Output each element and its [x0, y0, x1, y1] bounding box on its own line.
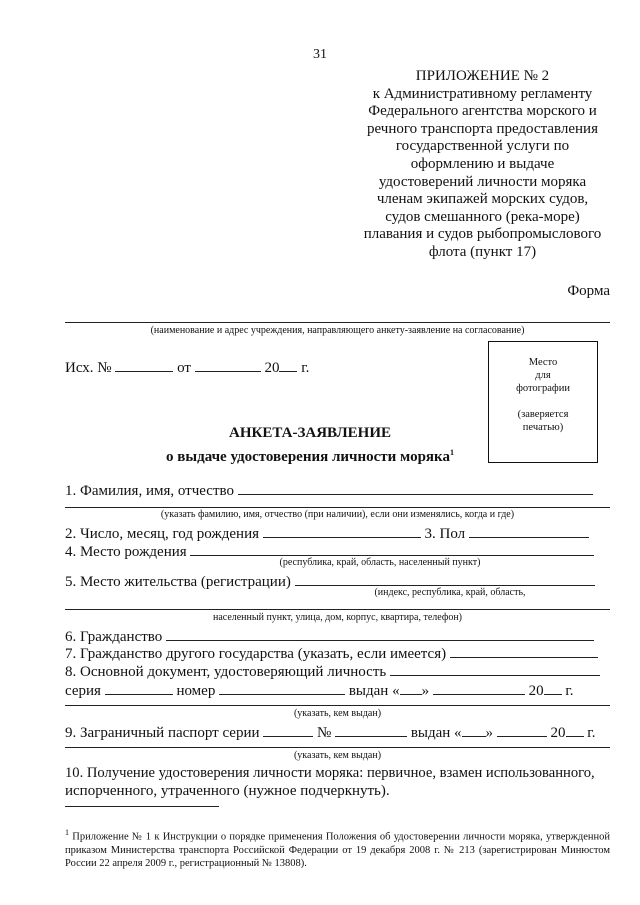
field-fio-line2[interactable] — [65, 507, 610, 508]
field-sex-label: 3. Пол — [424, 526, 466, 542]
institution-line[interactable] — [65, 322, 610, 323]
photo-text: для — [535, 370, 551, 381]
field-seria-label: серия — [65, 683, 101, 699]
field-main-doc-row — [65, 661, 600, 681]
field-passport-month-input[interactable] — [497, 722, 547, 737]
field-passport-label: 9. Заграничный паспорт серии — [65, 725, 260, 741]
form-label: Форма — [567, 283, 610, 299]
field-vydan-g: г. — [565, 683, 574, 699]
field-residence-line2[interactable] — [65, 609, 610, 610]
appendix-line: удостоверений личности моряка — [378, 173, 587, 190]
field-vydan-close: » — [421, 683, 430, 699]
appendix-line: плавания и судов рыбопромыслового — [363, 226, 602, 243]
footnote-text: Приложение № 1 к Инструкции о порядке применения Положения об удостоверении личности моряка, утвержденной приказом Министерства транспорта Российской Федерации от 19 декабря 2008 г. № 213 (зарегистрирован Минюстом России 22 апреля 2009 г., регистрационный № 13808). — [65, 831, 610, 869]
outgoing-year: 20 — [264, 360, 280, 376]
field-passport-issued-hint: (указать, кем выдан) — [293, 750, 382, 761]
form-title: АНКЕТА-ЗАЯВЛЕНИЕ — [228, 425, 391, 441]
field-reason-line2: испорченного, утраченного (нужное подчеркнуть). — [65, 783, 390, 799]
field-residence-input[interactable] — [295, 571, 595, 586]
field-nomer-input[interactable] — [219, 680, 345, 695]
field-vydan-year: 20 — [528, 683, 544, 699]
field-fio-row — [65, 480, 593, 500]
footnote — [65, 826, 610, 870]
field-passport-year: 20 — [550, 725, 566, 741]
outgoing-g: г. — [301, 360, 310, 376]
appendix-line: речного транспорта предоставления — [367, 120, 598, 137]
field-passport-issued-line[interactable] — [65, 747, 610, 748]
appendix-line: государственной услуги по — [395, 138, 570, 155]
field-other-citizenship-input[interactable] — [450, 643, 598, 658]
field-birthplace-hint: (республика, край, область, населенный пункт) — [279, 557, 481, 568]
photo-spacer — [489, 395, 597, 408]
field-other-citizenship-row — [65, 643, 598, 663]
field-nomer-label: номер — [176, 683, 216, 699]
appendix-line: оформлению и выдаче — [410, 155, 555, 172]
field-main-doc-input[interactable] — [390, 661, 600, 676]
appendix-header — [345, 68, 620, 262]
footnote-ref: 1 — [449, 448, 454, 457]
field-vydan-month-input[interactable] — [433, 680, 525, 695]
field-passport-no-input[interactable] — [335, 722, 407, 737]
field-fio-label: 1. Фамилия, имя, отчество — [65, 483, 234, 499]
form-title-block — [150, 424, 470, 467]
field-birthplace-input[interactable] — [190, 541, 594, 556]
outgoing-label: Исх. № — [65, 360, 112, 376]
field-vydan-year-input[interactable] — [544, 680, 562, 695]
photo-text: (заверяется — [517, 409, 569, 420]
field-citizenship-label: 6. Гражданство — [65, 629, 163, 645]
field-birthplace-label: 4. Место рождения — [65, 544, 187, 560]
institution-caption: (наименование и адрес учреждения, направляющего анкету-заявление на согласование) — [150, 325, 525, 336]
footnote-mark: 1 — [65, 828, 69, 837]
field-vydan-label: выдан « — [348, 683, 400, 699]
field-main-doc-label: 8. Основной документ, удостоверяющий личность — [65, 664, 387, 680]
field-main-doc-details-row — [65, 680, 574, 700]
field-passport-close: » — [485, 725, 494, 741]
field-birthdate-input[interactable] — [263, 523, 421, 538]
field-vydan-day-input[interactable] — [400, 680, 422, 695]
field-issued-by-hint: (указать, кем выдан) — [293, 708, 382, 719]
appendix-title: ПРИЛОЖЕНИЕ № 2 — [415, 68, 550, 84]
appendix-line: Федерального агентства морского и — [368, 103, 597, 120]
appendix-line: к Административному регламенту — [372, 85, 593, 102]
outgoing-year-field[interactable] — [279, 357, 297, 372]
field-passport-row — [65, 722, 596, 742]
page-number: 31 — [313, 47, 327, 62]
outgoing-date-field[interactable] — [195, 357, 261, 372]
field-fio-hint: (указать фамилию, имя, отчество (при наличии), если они изменялись, когда и где) — [160, 509, 515, 520]
appendix-line: флота (пункт 17) — [428, 243, 537, 260]
photo-text: фотографии — [516, 383, 570, 394]
outgoing-number-row — [65, 357, 309, 377]
field-passport-seria-input[interactable] — [263, 722, 313, 737]
photo-text: печатью) — [522, 422, 564, 433]
field-birthdate-label: 2. Число, месяц, год рождения — [65, 526, 259, 542]
field-passport-vydan-label: выдан « — [410, 725, 462, 741]
field-residence-label: 5. Место жительства (регистрации) — [65, 574, 291, 590]
appendix-line: судов смешанного (река-море) — [385, 208, 580, 225]
field-citizenship-input[interactable] — [166, 626, 594, 641]
field-passport-year-input[interactable] — [566, 722, 584, 737]
outgoing-ot: от — [177, 360, 191, 376]
field-passport-g: г. — [587, 725, 596, 741]
field-residence-hint2: населенный пункт, улица, дом, корпус, квартира, телефон) — [212, 612, 463, 623]
field-residence-hint1: (индекс, республика, край, область, — [374, 587, 526, 598]
field-fio-input[interactable] — [238, 480, 593, 495]
field-passport-day-input[interactable] — [462, 722, 486, 737]
field-other-citizenship-label: 7. Гражданство другого государства (указать, если имеется) — [65, 646, 447, 662]
footnote-separator — [65, 806, 219, 807]
field-passport-no-label: № — [317, 725, 332, 741]
outgoing-number-field[interactable] — [115, 357, 173, 372]
appendix-line: членам экипажей морских судов, — [376, 191, 589, 208]
field-birth-row — [65, 523, 589, 543]
field-seria-input[interactable] — [105, 680, 173, 695]
field-reason-line1: 10. Получение удостоверения личности моряка: первичное, взамен использованного, — [65, 765, 595, 781]
field-issued-by-line[interactable] — [65, 705, 610, 706]
field-sex-input[interactable] — [469, 523, 589, 538]
photo-text: Место — [528, 357, 558, 368]
photo-box — [488, 341, 598, 463]
form-subtitle: о выдаче удостоверения личности моряка — [166, 449, 450, 465]
